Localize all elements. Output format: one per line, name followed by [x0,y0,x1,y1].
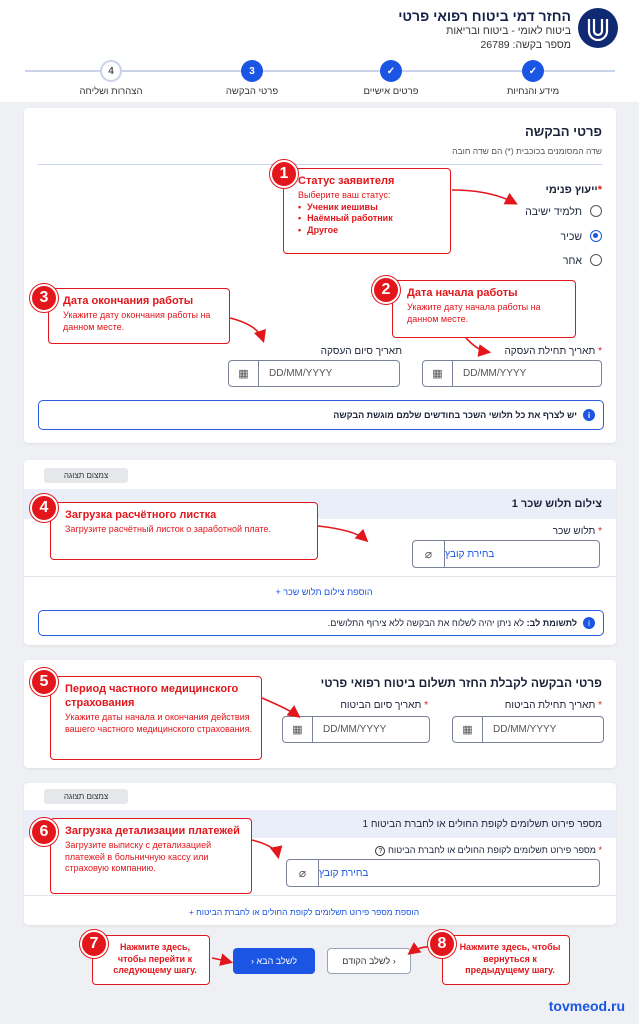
start-date-label: * תאריך תחילת העסקה [504,346,602,357]
collapse-button[interactable]: צמצום תצוגה [44,789,128,804]
payslip-upload[interactable]: ⌀ בחירת קובץ [412,540,600,568]
payment-upload[interactable]: ⌀ בחירת קובץ [286,859,600,887]
annotation-badge-8: 8 [428,930,456,958]
annotation-badge-5: 5 [30,668,58,696]
step-4-label: הצהרות ושליחה [79,86,143,97]
insurance-end-field[interactable]: ▦ DD/MM/YYYY [282,716,430,743]
step-3-label: פרטי הבקשה [225,86,279,97]
page-subtitle: ביטוח לאומי - ביטוח ובריאות [446,25,571,37]
annotation-5: Период частного медицинского страхования Укажите даты начала и окончания действия вашего частного медицинского страхования. [50,676,262,760]
help-icon: ? [375,846,385,856]
step-2-check-icon[interactable]: ✓ [380,60,402,82]
calendar-icon: ▦ [229,361,259,386]
annotation-badge-4: 4 [30,494,58,522]
plus-icon: + [275,587,281,597]
annotation-6: Загрузка детализации платежей Загрузите выписку с детализацией платежей в больничную кассу или страховую компанию. [50,818,252,894]
insurance-end-label: * תאריך סיום הביטוח [340,700,428,711]
status-question: *ייעוץ פנימי [545,184,602,196]
info-icon: i [583,617,595,629]
info-box: i יש לצרף את כל תלושי השכר בחודשים שלמם מוגשת הבקשה [38,400,604,430]
end-date-label: תאריך סיום העסקה [320,346,402,357]
plus-icon: + [188,907,194,917]
annotation-badge-1: 1 [270,160,298,188]
insurance-start-field[interactable]: ▦ DD/MM/YYYY [452,716,604,743]
payslip-label: * תלוש שכר [552,526,602,537]
insurance-start-label: * תאריך תחילת הביטוח [504,700,602,711]
annotation-badge-3: 3 [30,284,58,312]
annotation-1: Статус заявителя Выберите ваш статус: • Ученик иешивы • Наёмный работник • Другое [283,168,451,254]
page-title: החזר דמי ביטוח רפואי פרטי [398,8,571,24]
insurance-section-title: פרטי הבקשה לקבלת החזר תשלום ביטוח רפואי פרטי [320,676,602,690]
step-2-label: פרטים אישיים [363,86,419,97]
payslip-band-title: צילום תלוש שכר 1 [511,498,602,510]
payslip-info-box: i לתשומת לב: לא ניתן יהיה לשלוח את הבקשה ללא צירוף התלושים. [38,610,604,636]
annotation-badge-2: 2 [372,276,400,304]
request-number: מספר בקשה: 26789 [480,39,571,51]
step-4-number[interactable]: 4 [100,60,122,82]
annotation-2: Дата начала работы Укажите дату начала работы на данном месте. [392,280,576,338]
chevron-left-icon: ‹ [251,956,255,966]
payment-band-title: מספר פירוט תשלומים לקופת החולים או לחברת הביטוח 1 [362,819,602,830]
required-note: שדה המסומנים בכוכבית (*) הם שדה חובה [452,146,602,156]
add-payment-link[interactable]: הוספת מספר פירוט תשלומים לקופת החולים או לחברת הביטוח + [188,907,420,917]
step-1-check-icon[interactable]: ✓ [522,60,544,82]
radio-label-employee: שכיר [560,231,582,243]
step-3-number[interactable]: 3 [241,60,263,82]
calendar-icon: ▦ [283,717,313,742]
payment-label: * מספר פירוט תשלומים לקופת החולים או לחברת הביטוח ? [375,845,602,856]
annotation-3: Дата окончания работы Укажите дату окончания работы на данном месте. [48,288,230,344]
annotation-badge-6: 6 [30,818,58,846]
annotation-badge-7: 7 [80,930,108,958]
chevron-right-icon: › [392,956,396,966]
paperclip-icon: ⌀ [287,860,319,886]
prev-button[interactable]: לשלב הקודם › [327,948,411,974]
collapse-button[interactable]: צמצום תצוגה [44,468,128,483]
annotation-8: Нажмите здесь, чтобы вернуться к предыдущему шагу. [442,935,570,985]
section-title: פרטי הבקשה [524,124,602,139]
calendar-icon: ▦ [423,361,453,386]
radio-label-yeshiva: תלמיד ישיבה [525,206,582,218]
next-button[interactable]: לשלב הבא ‹ [233,948,315,974]
radio-label-other: אחר [562,255,582,267]
annotation-4: Загрузка расчётного листка Загрузите расчётный листок о заработной плате. [50,502,318,560]
calendar-icon: ▦ [453,717,483,742]
step-1-label: מידע והנחיות [506,86,560,97]
start-date-field[interactable]: ▦ DD/MM/YYYY [422,360,602,387]
paperclip-icon: ⌀ [413,541,445,567]
add-payslip-link[interactable]: הוספת צילום תלוש שכר + [275,587,373,597]
end-date-field[interactable]: ▦ DD/MM/YYYY [228,360,400,387]
info-icon: i [583,409,595,421]
watermark: tovmeod.ru [548,998,625,1014]
annotation-7: Нажмите здесь, чтобы перейти к следующему шагу. [92,935,210,985]
